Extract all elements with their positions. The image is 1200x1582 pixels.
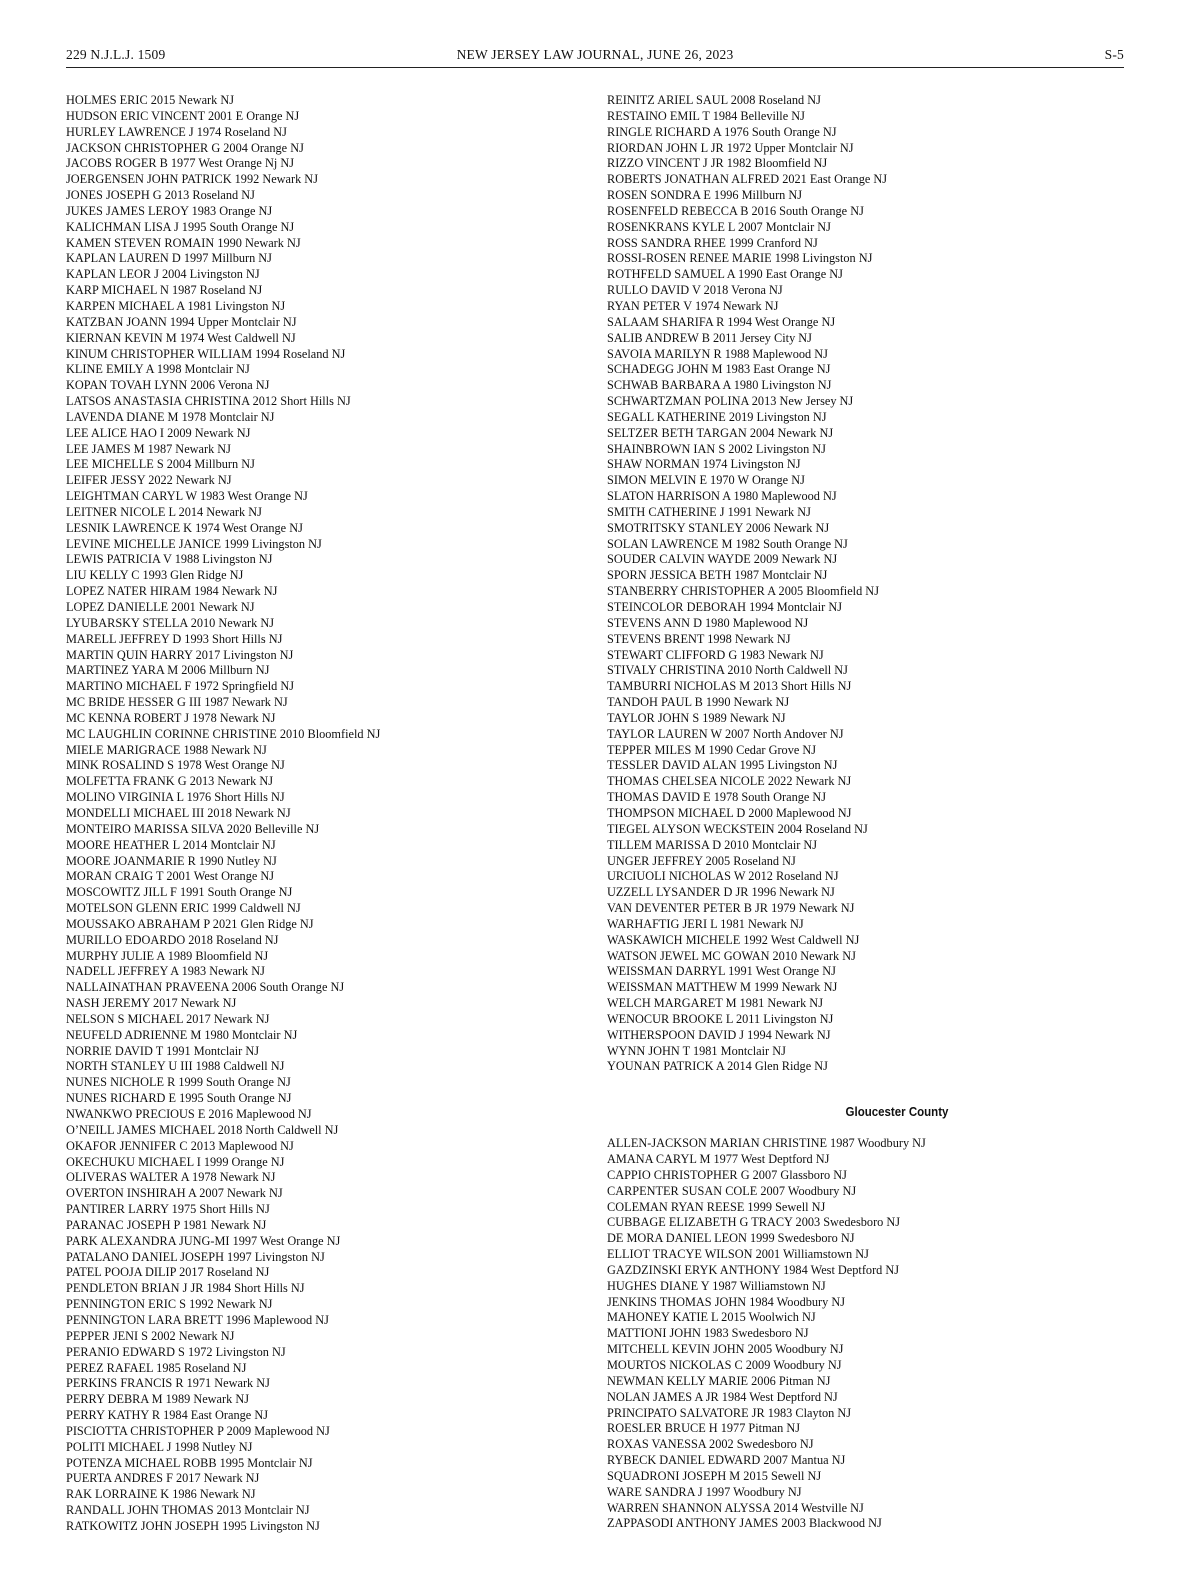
list-item: THOMAS CHELSEA NICOLE 2022 Newark NJ	[607, 774, 852, 789]
list-item: ROSENKRANS KYLE L 2007 Montclair NJ	[607, 219, 831, 234]
list-item: PISCIOTTA CHRISTOPHER P 2009 Maplewood NJ	[66, 1423, 330, 1438]
list-item: LAVENDA DIANE M 1978 Montclair NJ	[66, 409, 275, 424]
list-item: CARPENTER SUSAN COLE 2007 Woodbury NJ	[607, 1183, 857, 1198]
list-item: PATALANO DANIEL JOSEPH 1997 Livingston NJ	[66, 1249, 325, 1264]
list-item: LEE JAMES M 1987 Newark NJ	[66, 441, 231, 456]
list-item: TESSLER DAVID ALAN 1995 Livingston NJ	[607, 758, 838, 773]
list-item: TEPPER MILES M 1990 Cedar Grove NJ	[607, 742, 817, 757]
list-item: NALLAINATHAN PRAVEENA 2006 South Orange NJ	[66, 980, 345, 995]
list-item: ROTHFELD SAMUEL A 1990 East Orange NJ	[607, 267, 843, 282]
list-item: PEREZ RAFAEL 1985 Roseland NJ	[66, 1360, 247, 1375]
list-item: WYNN JOHN T 1981 Montclair NJ	[607, 1043, 786, 1058]
list-item: KAPLAN LAUREN D 1997 Millburn NJ	[66, 251, 272, 266]
list-item: KAMEN STEVEN ROMAIN 1990 Newark NJ	[66, 235, 301, 250]
list-item: HUGHES DIANE Y 1987 Williamstown NJ	[607, 1278, 826, 1293]
list-item: UZZELL LYSANDER D JR 1996 Newark NJ	[607, 885, 835, 900]
list-item: MORAN CRAIG T 2001 West Orange NJ	[66, 869, 275, 884]
list-item: NUNES NICHOLE R 1999 South Orange NJ	[66, 1075, 291, 1090]
list-item: OVERTON INSHIRAH A 2007 Newark NJ	[66, 1186, 283, 1201]
list-item: RATKOWITZ JOHN JOSEPH 1995 Livingston NJ	[66, 1518, 320, 1533]
list-item: KALICHMAN LISA J 1995 South Orange NJ	[66, 219, 295, 234]
list-item: MITCHELL KEVIN JOHN 2005 Woodbury NJ	[607, 1342, 844, 1357]
list-item: KOPAN TOVAH LYNN 2006 Verona NJ	[66, 378, 270, 393]
list-item: SHAINBROWN IAN S 2002 Livingston NJ	[607, 441, 826, 456]
list-item: DE MORA DANIEL LEON 1999 Swedesboro NJ	[607, 1231, 855, 1246]
list-item: CAPPIO CHRISTOPHER G 2007 Glassboro NJ	[607, 1167, 847, 1182]
list-item: MIELE MARIGRACE 1988 Newark NJ	[66, 742, 267, 757]
list-item: REINITZ ARIEL SAUL 2008 Roseland NJ	[607, 93, 821, 107]
list-item: RIORDAN JOHN L JR 1972 Upper Montclair NJ	[607, 140, 854, 155]
list-item: KARPEN MICHAEL A 1981 Livingston NJ	[66, 298, 286, 313]
list-item: WITHERSPOON DAVID J 1994 Newark NJ	[607, 1027, 831, 1042]
list-item: POTENZA MICHAEL ROBB 1995 Montclair NJ	[66, 1455, 313, 1470]
list-item: WELCH MARGARET M 1981 Newark NJ	[607, 996, 823, 1011]
list-item: TILLEM MARISSA D 2010 Montclair NJ	[607, 837, 818, 852]
list-item: SAVOIA MARILYN R 1988 Maplewood NJ	[607, 346, 828, 361]
list-item: NOLAN JAMES A JR 1984 West Deptford NJ	[607, 1389, 838, 1404]
list-item: LEITNER NICOLE L 2014 Newark NJ	[66, 504, 262, 519]
list-item: WATSON JEWEL MC GOWAN 2010 Newark NJ	[607, 948, 856, 963]
list-item: OLIVERAS WALTER A 1978 Newark NJ	[66, 1170, 276, 1185]
list-item: MATTIONI JOHN 1983 Swedesboro NJ	[607, 1326, 809, 1341]
list-item: ROESLER BRUCE H 1977 Pitman NJ	[607, 1421, 801, 1436]
list-item: MONDELLI MICHAEL III 2018 Newark NJ	[66, 805, 291, 820]
list-item: STEVENS BRENT 1998 Newark NJ	[607, 631, 791, 646]
list-item: THOMPSON MICHAEL D 2000 Maplewood NJ	[607, 805, 852, 820]
list-item: THOMAS DAVID E 1978 South Orange NJ	[607, 790, 827, 805]
list-item: NORRIE DAVID T 1991 Montclair NJ	[66, 1043, 259, 1058]
list-item: PERRY DEBRA M 1989 Newark NJ	[66, 1392, 249, 1407]
list-item: LEIGHTMAN CARYL W 1983 West Orange NJ	[66, 489, 308, 504]
list-item: ROSEN SONDRA E 1996 Millburn NJ	[607, 188, 803, 203]
list-item: POLITI MICHAEL J 1998 Nutley NJ	[66, 1439, 253, 1454]
list-item: ELLIOT TRACYE WILSON 2001 Williamstown NJ	[607, 1247, 869, 1262]
list-item: JONES JOSEPH G 2013 Roseland NJ	[66, 188, 255, 203]
list-item: RULLO DAVID V 2018 Verona NJ	[607, 283, 783, 298]
list-item: WEISSMAN DARRYL 1991 West Orange NJ	[607, 964, 836, 979]
list-item: WARHAFTIG JERI L 1981 Newark NJ	[607, 916, 804, 931]
list-item: NUNES RICHARD E 1995 South Orange NJ	[66, 1091, 292, 1106]
list-item: MARELL JEFFREY D 1993 Short Hills NJ	[66, 631, 283, 646]
list-item: KARP MICHAEL N 1987 Roseland NJ	[66, 283, 263, 298]
list-item: KATZBAN JOANN 1994 Upper Montclair NJ	[66, 314, 297, 329]
list-item: TIEGEL ALYSON WECKSTEIN 2004 Roseland NJ	[607, 821, 868, 836]
list-item: NADELL JEFFREY A 1983 Newark NJ	[66, 964, 265, 979]
list-item: OKAFOR JENNIFER C 2013 Maplewood NJ	[66, 1138, 294, 1153]
county-heading: Gloucester County	[845, 1105, 949, 1120]
list-item: SHAW NORMAN 1974 Livingston NJ	[607, 457, 801, 472]
list-item: CUBBAGE ELIZABETH G TRACY 2003 Swedesboro NJ	[607, 1215, 901, 1230]
list-item: ROSSI-ROSEN RENEE MARIE 1998 Livingston NJ	[607, 251, 873, 266]
list-item: STIVALY CHRISTINA 2010 North Caldwell NJ	[607, 663, 848, 678]
list-item: STEINCOLOR DEBORAH 1994 Montclair NJ	[607, 600, 842, 614]
list-item: PENDLETON BRIAN J JR 1984 Short Hills NJ	[66, 1281, 305, 1296]
list-item: SIMON MELVIN E 1970 W Orange NJ	[607, 473, 805, 488]
list-item: YOUNAN PATRICK A 2014 Glen Ridge NJ	[607, 1059, 828, 1074]
list-item: NEWMAN KELLY MARIE 2006 Pitman NJ	[607, 1373, 831, 1388]
page-header	[66, 47, 1124, 68]
list-item: TAYLOR JOHN S 1989 Newark NJ	[607, 710, 786, 725]
publication-title: NEW JERSEY LAW JOURNAL, JUNE 26, 2023	[456, 47, 734, 62]
list-item: MC BRIDE HESSER G III 1987 Newark NJ	[66, 695, 288, 710]
list-item: LOPEZ NATER HIRAM 1984 Newark NJ	[66, 584, 278, 599]
left-column	[66, 93, 380, 1535]
list-item: PARK ALEXANDRA JUNG-MI 1997 West Orange NJ	[66, 1233, 341, 1248]
list-item: SEGALL KATHERINE 2019 Livingston NJ	[607, 409, 827, 424]
list-item: MARTIN QUIN HARRY 2017 Livingston NJ	[66, 647, 294, 662]
list-item: PERKINS FRANCIS R 1971 Newark NJ	[66, 1376, 270, 1391]
right-column	[607, 93, 1187, 1532]
list-item: ROSS SANDRA RHEE 1999 Cranford NJ	[607, 235, 818, 250]
list-item: TAYLOR LAUREN W 2007 North Andover NJ	[607, 726, 844, 741]
list-item: LEWIS PATRICIA V 1988 Livingston NJ	[66, 552, 273, 567]
list-item: MINK ROSALIND S 1978 West Orange NJ	[66, 758, 285, 773]
list-item: LEIFER JESSY 2022 Newark NJ	[66, 473, 232, 488]
list-item: KINUM CHRISTOPHER WILLIAM 1994 Roseland NJ	[66, 346, 346, 361]
list-item: TANDOH PAUL B 1990 Newark NJ	[607, 695, 790, 710]
page-number: S-5	[1104, 47, 1124, 62]
list-item: SLATON HARRISON A 1980 Maplewood NJ	[607, 489, 837, 504]
list-item: TAMBURRI NICHOLAS M 2013 Short Hills NJ	[607, 679, 852, 694]
list-item: WASKAWICH MICHELE 1992 West Caldwell NJ	[607, 932, 860, 947]
list-item: MOLFETTA FRANK G 2013 Newark NJ	[66, 774, 274, 789]
list-item: SOLAN LAWRENCE M 1982 South Orange NJ	[607, 536, 848, 551]
list-item: LESNIK LAWRENCE K 1974 West Orange NJ	[66, 520, 303, 535]
list-item: RYBECK DANIEL EDWARD 2007 Mantua NJ	[607, 1453, 846, 1468]
list-item: LATSOS ANASTASIA CHRISTINA 2012 Short Hills NJ	[66, 394, 351, 409]
list-item: RYAN PETER V 1974 Newark NJ	[607, 298, 779, 313]
list-item: SCHWARTZMAN POLINA 2013 New Jersey NJ	[607, 394, 854, 409]
list-item: PANTIRER LARRY 1975 Short Hills NJ	[66, 1202, 270, 1217]
list-item: PARANAC JOSEPH P 1981 Newark NJ	[66, 1217, 267, 1232]
list-item: MOORE JOANMARIE R 1990 Nutley NJ	[66, 853, 277, 868]
list-item: STANBERRY CHRISTOPHER A 2005 Bloomfield NJ	[607, 584, 879, 599]
list-item: LYUBARSKY STELLA 2010 Newark NJ	[66, 615, 275, 630]
list-item: WEISSMAN MATTHEW M 1999 Newark NJ	[607, 980, 838, 995]
list-item: LEE MICHELLE S 2004 Millburn NJ	[66, 457, 255, 472]
list-item: MOSCOWITZ JILL F 1991 South Orange NJ	[66, 885, 293, 900]
list-item: GAZDZINSKI ERYK ANTHONY 1984 West Deptford NJ	[607, 1262, 900, 1277]
list-item: MARTINO MICHAEL F 1972 Springfield NJ	[66, 679, 295, 694]
essex-entries-continued	[607, 93, 1187, 1075]
list-item: MURILLO EDOARDO 2018 Roseland NJ	[66, 932, 279, 947]
list-item: RESTAINO EMIL T 1984 Belleville NJ	[607, 108, 805, 123]
list-item: SALIB ANDREW B 2011 Jersey City NJ	[607, 330, 812, 345]
list-item: VAN DEVENTER PETER B JR 1979 Newark NJ	[607, 901, 855, 916]
list-item: WENOCUR BROOKE L 2011 Livingston NJ	[607, 1011, 834, 1026]
list-item: UNGER JEFFREY 2005 Roseland NJ	[607, 853, 796, 868]
list-item: PENNINGTON ERIC S 1992 Newark NJ	[66, 1297, 273, 1312]
list-item: PRINCIPATO SALVATORE JR 1983 Clayton NJ	[607, 1405, 852, 1420]
list-item: RAK LORRAINE K 1986 Newark NJ	[66, 1487, 256, 1502]
list-item: SELTZER BETH TARGAN 2004 Newark NJ	[607, 425, 834, 440]
list-item: RIZZO VINCENT J JR 1982 Bloomfield NJ	[607, 156, 828, 171]
list-item: COLEMAN RYAN REESE 1999 Sewell NJ	[607, 1199, 826, 1214]
list-item: STEVENS ANN D 1980 Maplewood NJ	[607, 615, 809, 630]
list-item: SMITH CATHERINE J 1991 Newark NJ	[607, 504, 811, 519]
list-item: SCHADEGG JOHN M 1983 East Orange NJ	[607, 362, 831, 377]
list-item: LEE ALICE HAO I 2009 Newark NJ	[66, 425, 251, 440]
list-item: MARTINEZ YARA M 2006 Millburn NJ	[66, 663, 270, 678]
list-item: ROSENFELD REBECCA B 2016 South Orange NJ	[607, 203, 864, 218]
list-item: HURLEY LAWRENCE J 1974 Roseland NJ	[66, 124, 287, 139]
list-item: O’NEILL JAMES MICHAEL 2018 North Caldwell NJ	[66, 1122, 339, 1137]
list-item: JOERGENSEN JOHN PATRICK 1992 Newark NJ	[66, 172, 318, 187]
list-item: SCHWAB BARBARA A 1980 Livingston NJ	[607, 378, 832, 393]
list-item: ZAPPASODI ANTHONY JAMES 2003 Blackwood NJ	[607, 1516, 882, 1531]
list-item: JENKINS THOMAS JOHN 1984 Woodbury NJ	[607, 1294, 846, 1309]
list-item: OKECHUKU MICHAEL I 1999 Orange NJ	[66, 1154, 285, 1169]
gloucester-entries	[607, 1136, 1187, 1532]
list-item: MOTELSON GLENN ERIC 1999 Caldwell NJ	[66, 901, 301, 916]
list-item: LEVINE MICHELLE JANICE 1999 Livingston NJ	[66, 536, 322, 551]
list-item: MONTEIRO MARISSA SILVA 2020 Belleville NJ	[66, 821, 320, 836]
list-item: URCIUOLI NICHOLAS W 2012 Roseland NJ	[607, 869, 839, 884]
list-item: LIU KELLY C 1993 Glen Ridge NJ	[66, 568, 244, 583]
list-item: WARE SANDRA J 1997 Woodbury NJ	[607, 1484, 802, 1499]
list-item: PATEL POOJA DILIP 2017 Roseland NJ	[66, 1265, 270, 1280]
list-item: PUERTA ANDRES F 2017 Newark NJ	[66, 1471, 260, 1486]
list-item: MURPHY JULIE A 1989 Bloomfield NJ	[66, 948, 269, 963]
list-item: PEPPER JENI S 2002 Newark NJ	[66, 1328, 235, 1343]
list-item: MOORE HEATHER L 2014 Montclair NJ	[66, 837, 276, 852]
list-item: ALLEN-JACKSON MARIAN CHRISTINE 1987 Woodbury NJ	[607, 1136, 926, 1151]
list-item: SQUADRONI JOSEPH M 2015 Sewell NJ	[607, 1468, 822, 1483]
list-item: SOUDER CALVIN WAYDE 2009 Newark NJ	[607, 552, 838, 567]
list-item: PENNINGTON LARA BRETT 1996 Maplewood NJ	[66, 1312, 329, 1327]
list-item: PERANIO EDWARD S 1972 Livingston NJ	[66, 1344, 286, 1359]
list-item: JACOBS ROGER B 1977 West Orange Nj NJ	[66, 156, 294, 171]
list-item: NELSON S MICHAEL 2017 Newark NJ	[66, 1011, 270, 1026]
list-item: NWANKWO PRECIOUS E 2016 Maplewood NJ	[66, 1107, 312, 1121]
list-item: KLINE EMILY A 1998 Montclair NJ	[66, 362, 250, 377]
list-item: NORTH STANLEY U III 1988 Caldwell NJ	[66, 1059, 285, 1074]
list-item: AMANA CARYL M 1977 West Deptford NJ	[607, 1152, 830, 1166]
list-item: MOURTOS NICKOLAS C 2009 Woodbury NJ	[607, 1357, 842, 1372]
list-item: HOLMES ERIC 2015 Newark NJ	[66, 93, 235, 107]
list-item: HUDSON ERIC VINCENT 2001 E Orange NJ	[66, 108, 300, 123]
list-item: PERRY KATHY R 1984 East Orange NJ	[66, 1408, 268, 1423]
list-item: KAPLAN LEOR J 2004 Livingston NJ	[66, 267, 260, 282]
list-item: ROXAS VANESSA 2002 Swedesboro NJ	[607, 1437, 814, 1452]
list-item: NASH JEREMY 2017 Newark NJ	[66, 996, 237, 1011]
list-item: MC KENNA ROBERT J 1978 Newark NJ	[66, 710, 276, 725]
list-item: NEUFELD ADRIENNE M 1980 Montclair NJ	[66, 1027, 298, 1042]
list-item: MOUSSAKO ABRAHAM P 2021 Glen Ridge NJ	[66, 916, 314, 931]
list-item: MC LAUGHLIN CORINNE CHRISTINE 2010 Bloomfield NJ	[66, 726, 381, 741]
list-item: ROBERTS JONATHAN ALFRED 2021 East Orange NJ	[607, 172, 888, 187]
list-item: SMOTRITSKY STANLEY 2006 Newark NJ	[607, 520, 830, 535]
citation: 229 N.J.L.J. 1509	[66, 47, 166, 62]
list-item: KIERNAN KEVIN M 1974 West Caldwell NJ	[66, 330, 296, 345]
list-item: MOLINO VIRGINIA L 1976 Short Hills NJ	[66, 790, 285, 805]
list-item: LOPEZ DANIELLE 2001 Newark NJ	[66, 600, 255, 614]
list-item: SALAAM SHARIFA R 1994 West Orange NJ	[607, 314, 836, 329]
list-item: SPORN JESSICA BETH 1987 Montclair NJ	[607, 568, 828, 583]
list-item: JUKES JAMES LEROY 1983 Orange NJ	[66, 203, 273, 218]
list-item: JACKSON CHRISTOPHER G 2004 Orange NJ	[66, 140, 304, 155]
list-item: WARREN SHANNON ALYSSA 2014 Westville NJ	[607, 1500, 864, 1515]
list-item: RANDALL JOHN THOMAS 2013 Montclair NJ	[66, 1503, 310, 1518]
list-item: MAHONEY KATIE L 2015 Woolwich NJ	[607, 1310, 816, 1325]
list-item: RINGLE RICHARD A 1976 South Orange NJ	[607, 124, 837, 139]
list-item: STEWART CLIFFORD G 1983 Newark NJ	[607, 647, 824, 662]
